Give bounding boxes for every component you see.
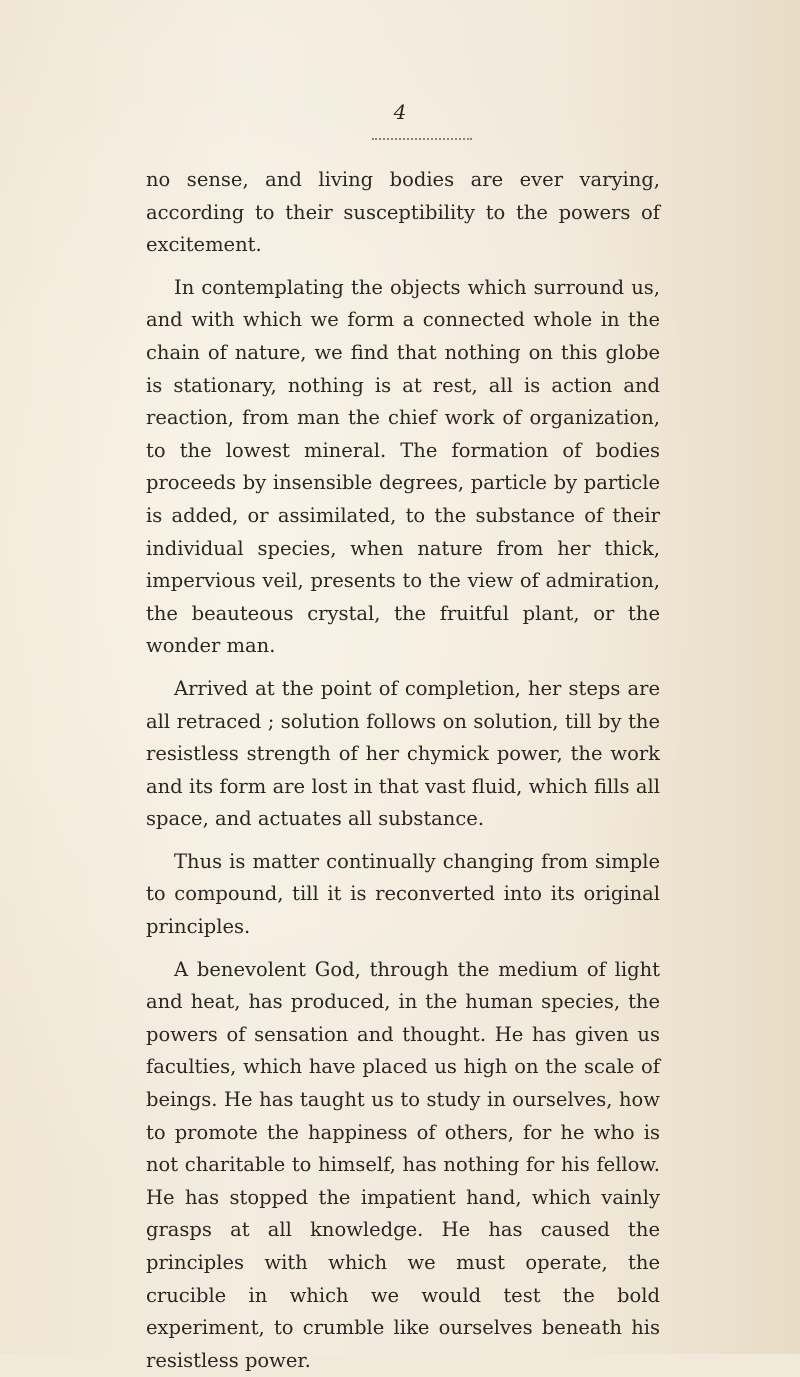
paragraph-continued: no sense, and living bodies are ever varying, according to their susceptibility to the powers of excitement. (146, 168, 660, 257)
page-body (146, 164, 660, 1377)
paragraph: In contemplating the objects which surround us, and with which we form a connected whole in the chain of nature, we find that nothing on this globe is stationary, nothing is at rest, all is action and reaction, from man the chief work of organization, to the lowest mineral. The formation of bodies proceeds by insensible degrees, particle by particle is added, or assimilated, to the substance of their individual species, when nature from her thick, impervious veil, presents to the view of admiration, the beauteous crystal, the fruitful plant, or the wonder man. (146, 275, 660, 658)
paragraph: A benevolent God, through the medium of light and heat, has produced, in the human species, the powers of sensation and thought. He has given us faculties, which have placed us high on the scale of beings. He has taught us to study in ourselves, how to promote the happiness of others, for he who is not charitable to himself, has nothing for his fellow. He has stopped the impatient hand, which vainly grasps at all knowledge. He has caused the principles with which we must operate, the crucible in which we would test the bold experiment, to crumble like ourselves beneath his resistless power. (146, 957, 660, 1372)
ornamental-rule (372, 138, 472, 148)
page-number: 4 (393, 100, 407, 124)
paragraph: Arrived at the point of completion, her steps are all retraced ; solution follows on solution, till by the resistless strength of her chymick power, the work and its form are lost in that vast fluid, which fills all space, and actuates all substance. (146, 676, 660, 831)
paragraph: Thus is matter continually changing from simple to compound, till it is reconverted into its original principles. (146, 849, 660, 939)
